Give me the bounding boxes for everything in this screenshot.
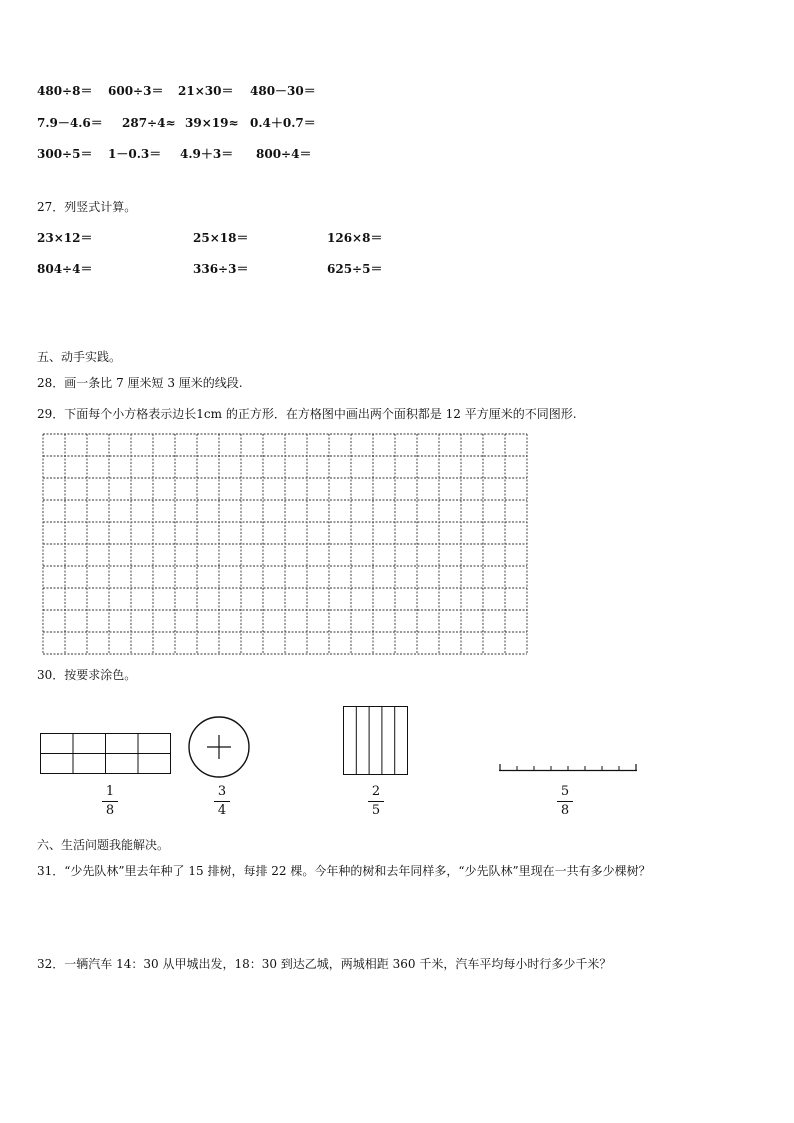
vertical-calc-item: 336÷3＝: [193, 262, 249, 276]
segment-eighths-shape[interactable]: [499, 760, 639, 772]
circle-quarters-shape[interactable]: [188, 716, 250, 778]
section-6-title: 六、生活问题我能解决。: [37, 838, 170, 852]
fraction-bar: [102, 801, 118, 802]
fraction-one-eighth: [100, 785, 120, 819]
question-32-text: 32．一辆汽车 14：30 从甲城出发，18：30 到达乙城，两城相距 360 千米，汽车平均每小时行多少千米？: [37, 957, 612, 971]
vertical-calc-item: 126×8＝: [327, 231, 383, 245]
fraction-denominator: 4: [217, 803, 227, 818]
oral-calc-item: 287÷4≈: [122, 116, 176, 130]
fraction-denominator: 8: [560, 803, 570, 818]
vertical-calc-item: 625÷5＝: [327, 262, 383, 276]
oral-calc-item: 7.9－4.6＝: [37, 116, 103, 130]
question-30-title: 30．按要求涂色。: [37, 668, 137, 682]
vertical-calc-item: 25×18＝: [193, 231, 249, 245]
section-5-title: 五、动手实践。: [37, 350, 122, 364]
fraction-two-fifths: [366, 785, 386, 819]
oral-calc-item: 600÷3＝: [108, 84, 164, 98]
fraction-numerator: 2: [371, 784, 381, 799]
vertical-calc-item: 804÷4＝: [37, 262, 93, 276]
fraction-five-eighths: [555, 785, 575, 819]
oral-calc-item: 480÷8＝: [37, 84, 93, 98]
fraction-bar: [368, 801, 384, 802]
question-29-text: 29．下面每个小方格表示边长1cm 的正方形．在方格图中画出两个面积都是 12 平方厘米的不同图形.: [37, 407, 577, 421]
rectangle-fifths-shape[interactable]: [343, 706, 409, 776]
rectangle-eighths-shape[interactable]: [40, 733, 172, 775]
vertical-calc-item: 23×12＝: [37, 231, 93, 245]
fraction-numerator: 5: [560, 784, 570, 799]
square-grid[interactable]: [42, 433, 528, 655]
fraction-three-quarters: [212, 785, 232, 819]
oral-calc-item: 4.9＋3＝: [180, 147, 234, 161]
oral-calc-item: 21×30＝: [178, 84, 234, 98]
fraction-denominator: 8: [105, 803, 115, 818]
fraction-numerator: 3: [217, 784, 227, 799]
fraction-denominator: 5: [371, 803, 381, 818]
oral-calc-item: 39×19≈: [185, 116, 239, 130]
question-27-title: 27．列竖式计算。: [37, 200, 137, 214]
question-28-text: 28．画一条比 7 厘米短 3 厘米的线段.: [37, 376, 243, 390]
oral-calc-item: 480－30＝: [250, 84, 316, 98]
fraction-numerator: 1: [105, 784, 115, 799]
question-31-text: 31．“少先队林”里去年种了 15 排树，每排 22 棵。今年种的树和去年同样多，“少先队林”里现在一共有多少棵树？: [37, 864, 651, 878]
fraction-bar: [214, 801, 230, 802]
oral-calc-item: 0.4＋0.7＝: [250, 116, 316, 130]
oral-calc-item: 300÷5＝: [37, 147, 93, 161]
oral-calc-item: 800÷4＝: [256, 147, 312, 161]
fraction-bar: [557, 801, 573, 802]
oral-calc-item: 1－0.3＝: [108, 147, 162, 161]
